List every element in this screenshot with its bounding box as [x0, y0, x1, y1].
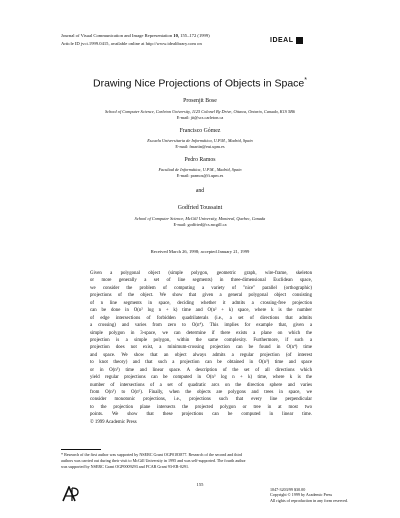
- author-email: E-mail: jit@scs.carleton.ca: [176, 115, 224, 120]
- author-affiliation: Facultad de Informática, U.P.M., Madrid, Spain: [158, 167, 242, 172]
- abstract-line: a crossing) and varies from zero to O(n⁴). This implies for example that, given a: [90, 323, 312, 329]
- abstract-line: can be done in O(n² log n + k) time and O(n² + k) space, where k is the number: [90, 308, 312, 314]
- abstract-line: © 1999 Academic Press: [90, 419, 137, 425]
- abstract-line: to knot theory) and that such a projection can be obtained in O(n³) time and space: [90, 360, 312, 366]
- paper-title: [0, 77, 400, 90]
- abstract-line: Given a polygonal object (simple polygon, geometric graph, wire-frame, skeleton: [90, 271, 312, 276]
- author-name: Godfried Toussaint: [177, 205, 223, 211]
- received-dates: Received March 26, 1998; accepted January 21, 1999: [150, 249, 250, 254]
- footnote: [61, 452, 339, 470]
- abstract-line: projection does not exist, a minimum-crossing projection can be found in O(n⁴) time: [90, 345, 312, 351]
- copyright-block: [270, 487, 348, 503]
- page-number: 155: [196, 482, 204, 487]
- abstract-line: we consider the problem of computing a variety of "nice" parallel (orthographic): [90, 285, 312, 291]
- author-email: E-mail: godfried@cs.mcgill.ca: [173, 222, 227, 227]
- author-email: E-mail: pramos@fi.upm.es: [176, 173, 224, 178]
- ideal-logo-text: IDEAL: [270, 37, 294, 44]
- author-name: Pedro Ramos: [184, 157, 216, 163]
- copyright-line: All rights of reproduction in any form reserved.: [270, 497, 348, 503]
- ideal-logo: [270, 37, 303, 44]
- abstract-line: or more generally a set of line segments) in three-dimensional Euclidean space,: [90, 278, 312, 284]
- journal-name: Journal of Visual Communication and Image Representation: [61, 33, 173, 38]
- and-separator: and: [195, 188, 205, 194]
- author-name: Francisco Gómez: [179, 128, 221, 134]
- abstract-line: from O(n³) to O(n⁶). Finally, when the objects are polygons and trees in space, we: [90, 390, 312, 395]
- journal-pages: 155–172 (1999): [179, 33, 210, 38]
- abstract-line: yield regular projections can be computed in O(n³ log n + k) time, where k is the: [90, 375, 312, 381]
- abstract-line: and space. We show that an object always admits a regular projection (of interest: [90, 352, 312, 358]
- abstract-line: of edge intersections of forbidden quadrilaterals (i.e., a set of directions that admits: [90, 315, 312, 321]
- author-affiliation: School of Computer Science, Carleton University, 1125 Colonel By Drive, Ottawa, Ontario, Canada, K1S 5B6: [105, 109, 295, 114]
- journal-volume: 10,: [173, 33, 180, 38]
- footnote-line: * Research of the first author was supported by NSERC Grant OGP0183877. Research of the second and third: [61, 452, 242, 457]
- abstract-line: or in O(n³) time and linear space. A description of the set of all directions which: [90, 367, 312, 373]
- abstract-line: simple polygon in 3-space, we can determine if there exists a plane on which the: [90, 330, 312, 336]
- copyright-line: Copyright © 1999 by Academic Press: [270, 492, 333, 498]
- abstract-line: number of intersections of a set of quadratic arcs on the direction sphere and varies: [90, 382, 312, 388]
- abstract-line: projection is a simple polygon, within the same complexity. Furthermore, if such a: [90, 337, 312, 343]
- ideal-logo-mark: [296, 37, 303, 44]
- copyright-line: 1047-3203/99 $30.00: [270, 487, 306, 492]
- author-affiliation: School of Computer Science, McGill University, Montreal, Quebec, Canada: [134, 216, 266, 221]
- footnote-rule: [61, 449, 101, 450]
- author-name: Prosenjit Bose: [183, 98, 217, 104]
- abstract-line: consider monotonic projections, i.e., projections such that every line perpendicular: [90, 397, 312, 403]
- abstract-line: projections of the object. We show that given a general polygonal object consisting: [90, 293, 312, 299]
- paper-title-text: Drawing Nice Projections of Objects in Space: [93, 77, 305, 90]
- author-email: E-mail: fmartin@eui.upm.es: [175, 144, 225, 149]
- publisher-logo-icon: [61, 486, 79, 502]
- abstract-line: points. We show that these projections can be computed in linear time.: [90, 412, 312, 418]
- article-id-line: Article ID jvci.1999.0415, available online at http://www.idealibrary.com on: [61, 41, 202, 46]
- author-affiliation: Escuela Universitaria de Informática, U.P.M., Madrid, Spain: [147, 138, 253, 143]
- abstract: [90, 270, 312, 426]
- journal-citation: [61, 32, 210, 39]
- abstract-line: to the projection plane intersects the projected polygon or tree in at most two: [90, 404, 312, 410]
- footnote-line: was supported by NSERC Grant OGP0009293 and FCAR Grant 93-ER-0291.: [61, 464, 190, 470]
- title-footnote-mark: *: [304, 77, 307, 84]
- footnote-line: authors was carried out during their visit to McGill University in 1995 and was self-supported. The fourth author: [61, 458, 246, 464]
- abstract-line: of n line segments in space, deciding whether it admits a crossing-free projection: [90, 300, 312, 306]
